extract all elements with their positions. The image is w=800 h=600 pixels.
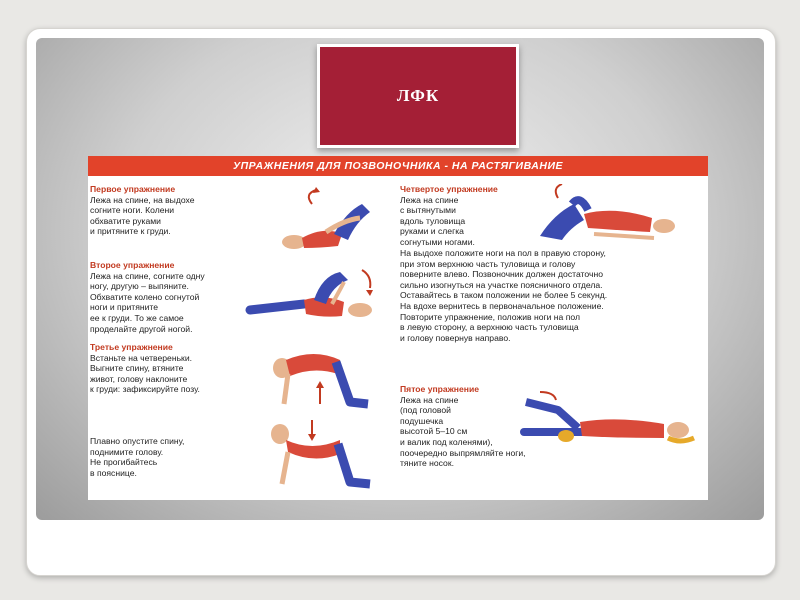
exercise-4-title: Четвертое упражнение: [400, 184, 498, 194]
exercise-4-text: Лежа на спине с вытянутыми вдоль туловища руками и слегка согнутыми ногами.: [400, 194, 475, 247]
exercise-2-text: Лежа на спине, согните одну ногу, другую – выпяните. Обхватите колено согнутой ноги и притяните ее к груди. То же самое проделайте другой ногой.: [90, 270, 205, 334]
exercise-2-figure: [244, 260, 394, 330]
exercise-4-instructions: [400, 248, 706, 343]
exercise-4-text2: На выдохе положите ноги на пол в правую сторону, при этом верхнюю часть туловища и голову поверните влево. Позвоночник должен достаточно сильно изогнуться на участке поясничного отдела. Оставайтесь в таком положении не более 5 секунд. На вдохе вернитесь в первоначальное положение. Повторите упражнение, положив ноги на пол в левую сторону, а верхнюю часть туловища и голову повернув направо.: [400, 248, 608, 343]
exercise-5-title: Пятое упражнение: [400, 384, 480, 394]
exercise-5-text: Лежа на спине (под головой подушечка высотой 5–10 см и валик под коленями), поочередно выпрямляйте ноги, тяните носок.: [400, 394, 526, 469]
exercise-poster: [88, 156, 708, 500]
exercise-5-figure: [518, 388, 704, 448]
exercise-1-text: Лежа на спине, на выдохе согните ноги. Колени обхватите руками и притяните к груди.: [90, 194, 195, 237]
slide-title: ЛФК: [396, 86, 440, 105]
exercise-2-title: Второе упражнение: [90, 260, 175, 270]
title-box: [317, 44, 519, 148]
exercise-4: [400, 184, 550, 248]
poster-banner: УПРАЖНЕНИЯ ДЛЯ ПОЗВОНОЧНИКА - НА РАСТЯГИВАНИЕ: [88, 156, 708, 176]
exercise-1-title: Первое упражнение: [90, 184, 176, 194]
exercise-3-figure-up: [264, 346, 384, 412]
exercise-1-figure: [264, 182, 394, 254]
exercise-4-figure: [534, 184, 704, 250]
exercise-3-text: Встаньте на четвереньки. Выгните спину, втяните живот, голову наклоните к груди: зафиксируйте позу.: [90, 352, 200, 395]
exercise-3-title: Третье упражнение: [90, 342, 173, 352]
exercise-3-figure-down: [264, 418, 384, 492]
exercise-3-continued: [90, 436, 260, 478]
exercise-1: [90, 184, 260, 237]
exercise-3: [90, 342, 260, 395]
exercise-2: [90, 260, 270, 334]
exercise-3-continued-text: Плавно опустите спину, поднимите голову. Не прогибайтесь в пояснице.: [90, 436, 185, 478]
